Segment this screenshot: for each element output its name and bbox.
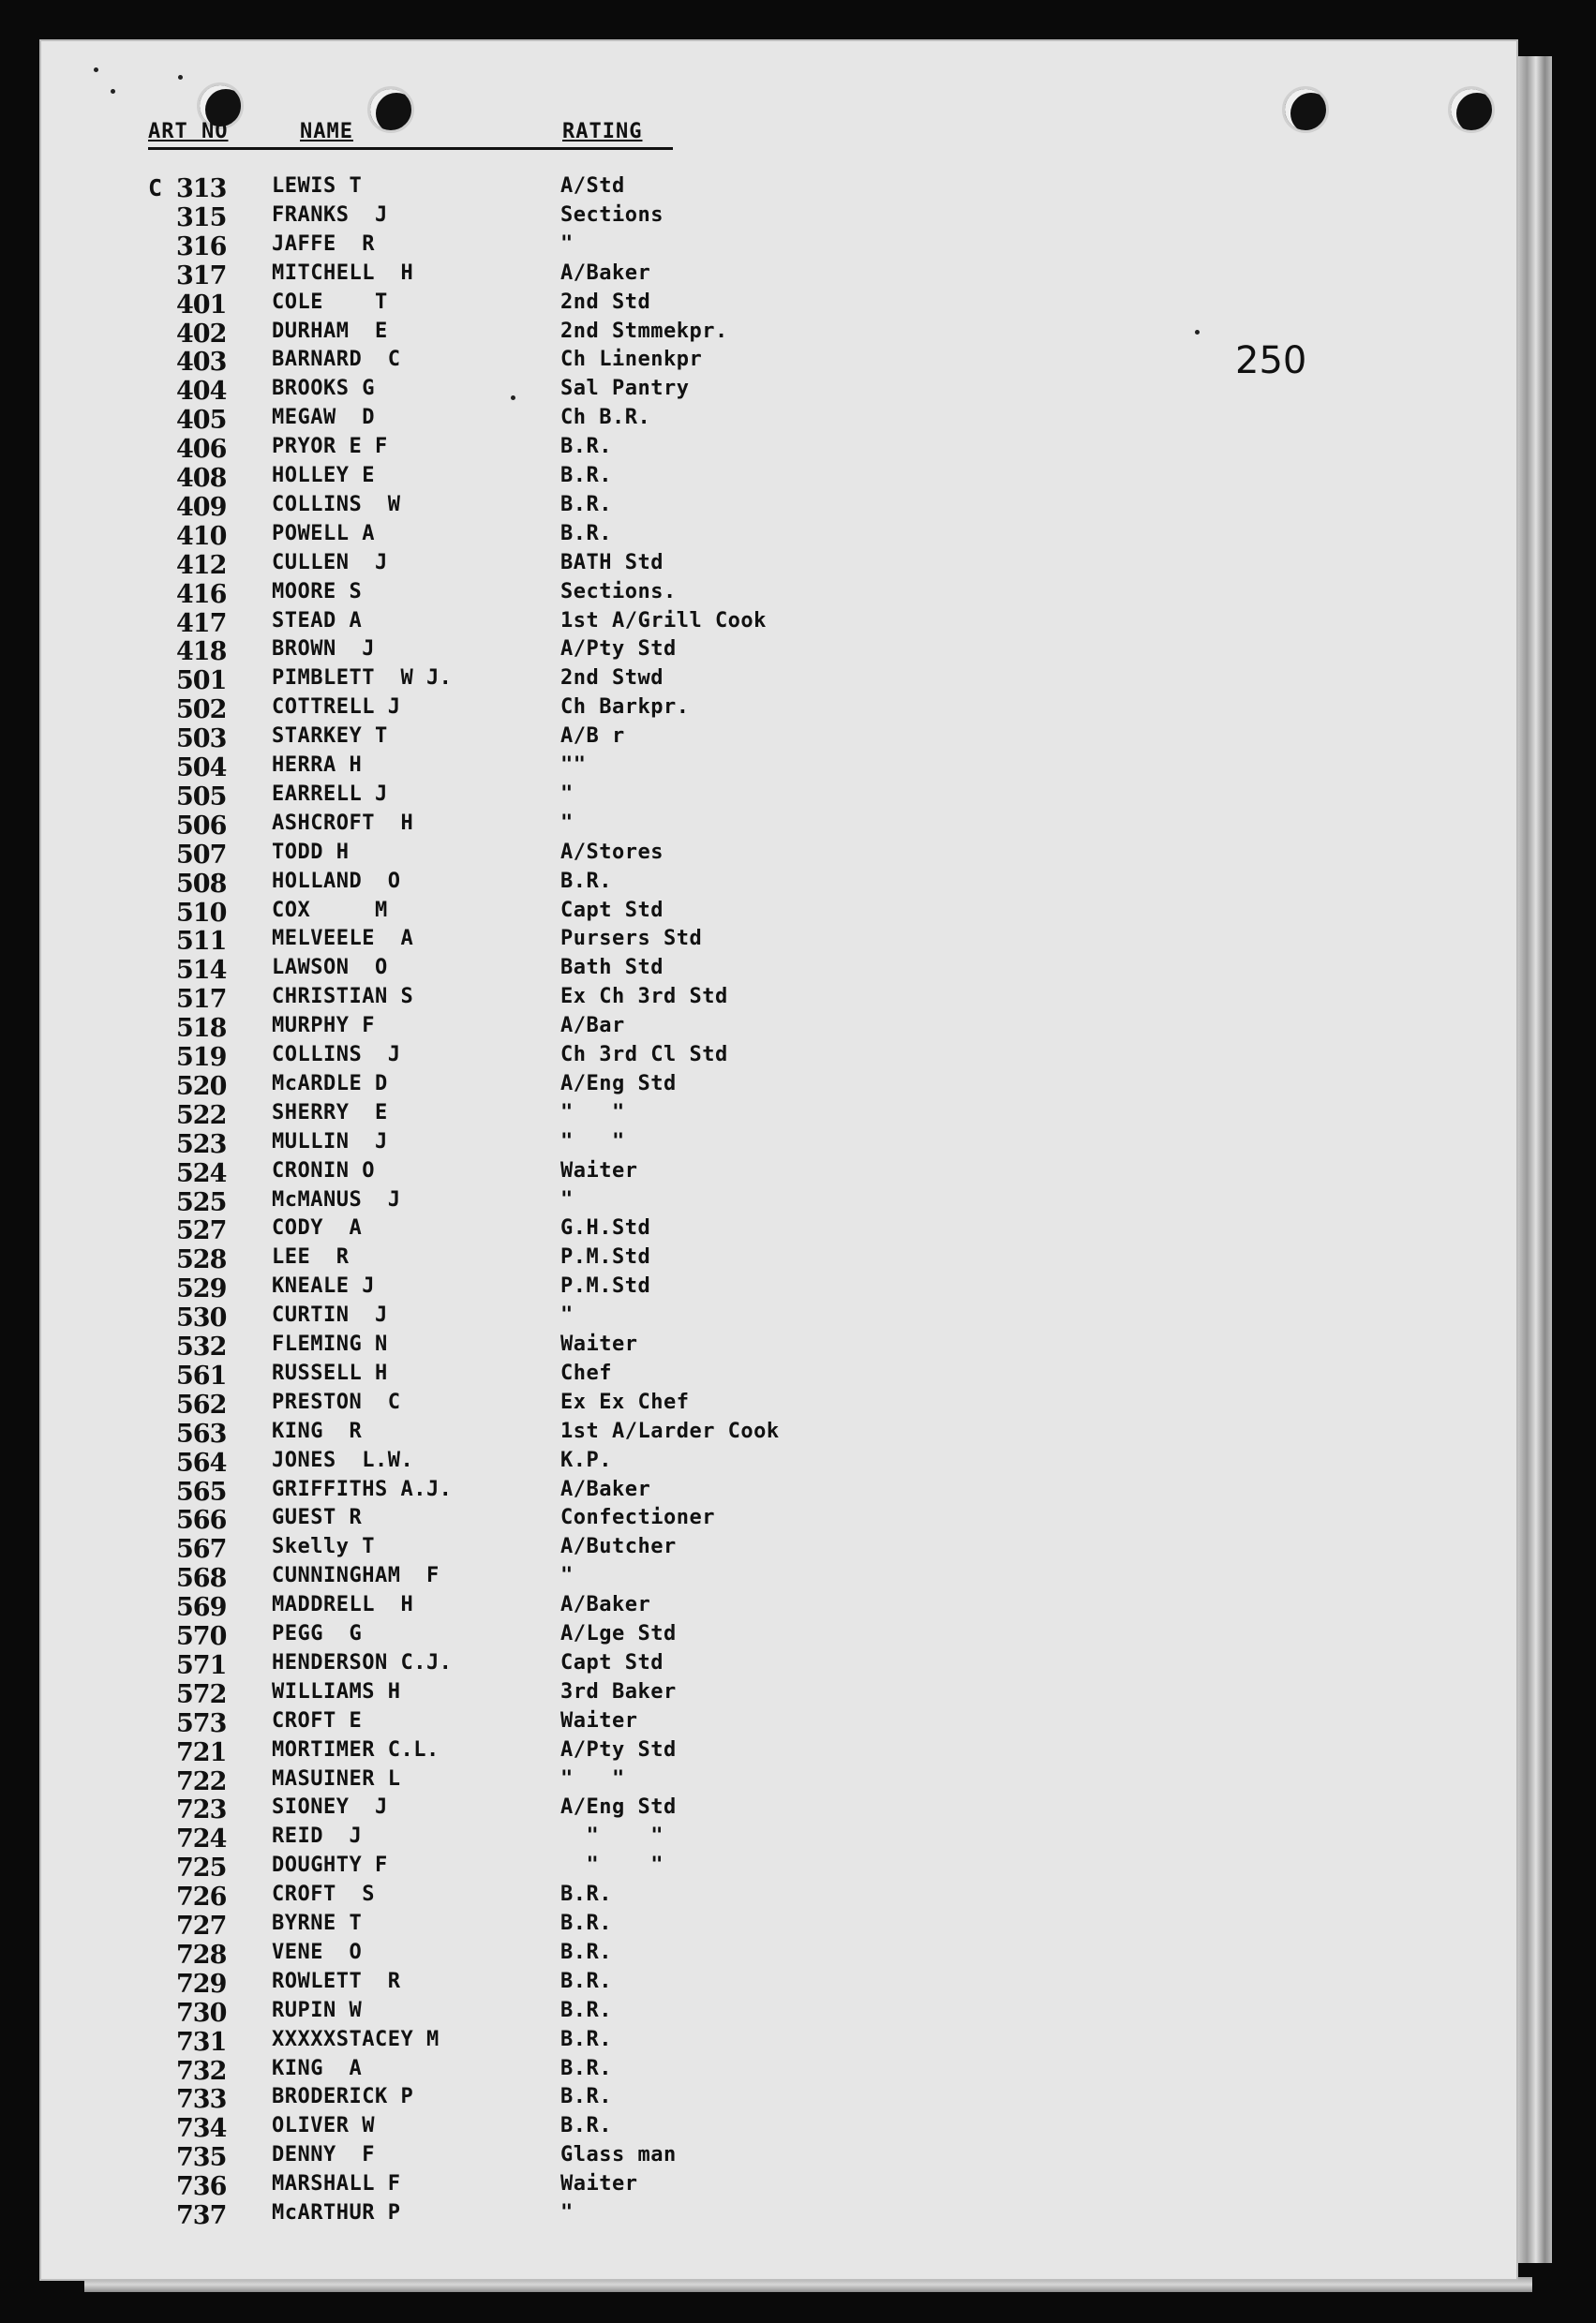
art-no: 570	[176, 1622, 227, 1651]
crew-row	[0, 232, 1125, 261]
crew-name: BROOKS G	[272, 377, 375, 401]
crew-name: COLLINS W	[272, 492, 401, 516]
crew-row	[0, 985, 1125, 1014]
crew-row	[0, 956, 1125, 985]
crew-name: COX M	[272, 898, 388, 922]
art-no: 723	[176, 1795, 227, 1825]
crew-rating: B.R.	[560, 2114, 612, 2138]
art-no: 524	[176, 1158, 227, 1188]
crew-rating: Sections.	[560, 579, 677, 603]
crew-name: REID J	[272, 1824, 363, 1849]
crew-rating: A/Stores	[560, 840, 664, 864]
crew-row	[0, 841, 1125, 870]
crew-name: MULLIN J	[272, 1129, 388, 1154]
crew-row	[0, 1245, 1125, 1274]
crew-row	[0, 1680, 1125, 1709]
crew-row	[0, 666, 1125, 695]
crew-row	[0, 1854, 1125, 1883]
header-art-no: ART NO	[148, 120, 229, 143]
art-no: 727	[176, 1912, 227, 1941]
crew-row	[0, 1824, 1125, 1854]
art-no: 405	[176, 406, 227, 436]
crew-name: PRESTON C	[272, 1390, 401, 1414]
crew-name: CURTIN J	[272, 1303, 388, 1328]
art-no: 571	[176, 1650, 227, 1680]
crew-row	[0, 2057, 1125, 2086]
crew-name: Skelly T	[272, 1535, 375, 1559]
crew-rating: Capt Std	[560, 898, 664, 922]
crew-rating: Pursers Std	[560, 927, 703, 951]
crew-rating: A/Eng Std	[560, 1795, 677, 1820]
art-no: 501	[176, 666, 227, 696]
crew-row	[0, 1274, 1125, 1303]
crew-name: STEAD A	[272, 608, 363, 633]
crew-row	[0, 1043, 1125, 1072]
crew-rating: B.R.	[560, 435, 612, 459]
crew-row	[0, 2114, 1125, 2143]
crew-row	[0, 1564, 1125, 1593]
art-no: 728	[176, 1940, 227, 1970]
art-no: 721	[176, 1737, 227, 1767]
crew-name: LEE R	[272, 1245, 350, 1270]
art-no: 511	[176, 927, 227, 957]
crew-row	[0, 1303, 1125, 1333]
crew-row	[0, 1912, 1125, 1941]
crew-row	[0, 203, 1125, 232]
crew-rating: 1st A/Larder Cook	[560, 1419, 780, 1443]
crew-name: LAWSON O	[272, 956, 388, 980]
crew-name: OLIVER W	[272, 2114, 375, 2138]
crew-rating: A/Baker	[560, 1477, 651, 1501]
crew-name: STARKEY T	[272, 724, 388, 749]
crew-rating: Capt Std	[560, 1650, 664, 1675]
crew-row	[0, 377, 1125, 406]
crew-row	[0, 1738, 1125, 1767]
art-no: 563	[176, 1419, 227, 1449]
crew-name: McMANUS J	[272, 1187, 401, 1212]
art-no: 561	[176, 1361, 227, 1391]
art-no: 406	[176, 435, 227, 465]
crew-rating: A/Baker	[560, 1593, 651, 1617]
crew-rating: B.R.	[560, 2085, 612, 2109]
crew-rating: Waiter	[560, 1333, 638, 1356]
crew-rating: 2nd Stmmekpr.	[560, 319, 728, 343]
crew-rating: "	[560, 782, 574, 806]
art-no: 733	[176, 2085, 227, 2115]
art-no: 313	[176, 174, 227, 203]
crew-rating: A/Eng Std	[560, 1071, 677, 1095]
crew-name: McARTHUR P	[272, 2201, 401, 2225]
crew-rating: "	[560, 811, 574, 835]
art-no: 732	[176, 2056, 227, 2086]
crew-row	[0, 493, 1125, 522]
crew-name: BRODERICK P	[272, 2085, 414, 2109]
section-prefix: C	[148, 174, 163, 201]
crew-rating: A/Lge Std	[560, 1622, 677, 1645]
crew-name: MELVEELE A	[272, 927, 414, 951]
art-no: 510	[176, 898, 227, 928]
punch-hole-left-2	[367, 86, 414, 133]
crew-rating: B.R.	[560, 1969, 612, 1993]
crew-row	[0, 1333, 1125, 1362]
crew-row	[0, 1767, 1125, 1796]
crew-row	[0, 1535, 1125, 1564]
crew-row	[0, 2143, 1125, 2172]
art-no: 317	[176, 261, 227, 290]
crew-row	[0, 1709, 1125, 1738]
art-no: 725	[176, 1854, 227, 1884]
crew-name: MARSHALL F	[272, 2172, 401, 2196]
crew-name: POWELL A	[272, 521, 375, 545]
art-no: 528	[176, 1245, 227, 1275]
crew-row	[0, 637, 1125, 666]
crew-row	[0, 435, 1125, 464]
art-no: 525	[176, 1187, 227, 1217]
crew-row	[0, 406, 1125, 435]
art-no: 522	[176, 1100, 227, 1130]
crew-row	[0, 174, 1125, 203]
crew-row	[0, 1651, 1125, 1680]
art-no: 523	[176, 1129, 227, 1159]
crew-name: PEGG G	[272, 1622, 363, 1645]
crew-name: MORTIMER C.L.	[272, 1737, 440, 1762]
crew-row	[0, 1795, 1125, 1824]
art-no: 410	[176, 521, 227, 551]
crew-name: XXXXXSTACEY M	[272, 2027, 440, 2051]
art-no: 518	[176, 1014, 227, 1044]
crew-name: CULLEN J	[272, 550, 388, 574]
art-no: 567	[176, 1535, 227, 1565]
crew-rating: B.R.	[560, 492, 612, 516]
punch-hole-right-1	[1282, 86, 1329, 133]
art-no: 315	[176, 202, 227, 232]
art-no: 735	[176, 2143, 227, 2173]
crew-row	[0, 1478, 1125, 1507]
art-no: 507	[176, 840, 227, 870]
crew-name: BYRNE T	[272, 1912, 363, 1935]
art-no: 532	[176, 1333, 227, 1362]
crew-rating: K.P.	[560, 1448, 612, 1472]
crew-rating: Ex Ex Chef	[560, 1390, 690, 1414]
crew-rating: Waiter	[560, 2172, 638, 2196]
crew-rating: A/Pty Std	[560, 637, 677, 662]
art-no: 504	[176, 753, 227, 782]
crew-name: TODD H	[272, 840, 350, 864]
header-underline	[148, 147, 673, 150]
crew-name: EARRELL J	[272, 782, 388, 806]
art-no: 409	[176, 492, 227, 522]
art-no: 566	[176, 1506, 227, 1536]
crew-rating: Ch Linenkpr	[560, 348, 703, 372]
art-no: 572	[176, 1679, 227, 1709]
crew-name: McARDLE D	[272, 1071, 388, 1095]
art-no: 562	[176, 1390, 227, 1420]
art-no: 737	[176, 2201, 227, 2230]
crew-row	[0, 899, 1125, 928]
crew-name: KING A	[272, 2056, 363, 2080]
crew-rating: Bath Std	[560, 956, 664, 980]
crew-name: KNEALE J	[272, 1274, 375, 1299]
crew-name: CODY A	[272, 1216, 363, 1241]
art-no: 505	[176, 782, 227, 812]
crew-row	[0, 1883, 1125, 1912]
crew-name: COLE T	[272, 290, 388, 314]
crew-rating: P.M.Std	[560, 1274, 651, 1299]
crew-row	[0, 782, 1125, 812]
crew-row	[0, 695, 1125, 724]
crew-rating: "	[560, 1564, 574, 1588]
art-no: 734	[176, 2114, 227, 2144]
crew-name: BROWN J	[272, 637, 375, 662]
crew-name: JAFFE R	[272, 231, 375, 256]
crew-row	[0, 1999, 1125, 2028]
crew-rating: B.R.	[560, 1940, 612, 1964]
punch-hole-right-2	[1448, 86, 1495, 133]
crew-row	[0, 1593, 1125, 1622]
crew-rating: B.R.	[560, 1912, 612, 1935]
crew-name: DOUGHTY F	[272, 1854, 388, 1878]
art-no: 412	[176, 550, 227, 580]
art-no: 573	[176, 1708, 227, 1738]
crew-row	[0, 1622, 1125, 1651]
crew-rating: Glass man	[560, 2143, 677, 2167]
art-no: 519	[176, 1043, 227, 1072]
crew-name: VENE O	[272, 1940, 363, 1964]
crew-row	[0, 2028, 1125, 2057]
crew-rating: A/Bar	[560, 1014, 625, 1038]
crew-rating: "	[560, 2201, 574, 2225]
art-no: 502	[176, 695, 227, 725]
crew-name: FLEMING N	[272, 1333, 388, 1356]
crew-rating: " "	[560, 1100, 625, 1124]
crew-row	[0, 870, 1125, 899]
crew-name: GRIFFITHS A.J.	[272, 1477, 453, 1501]
crew-row	[0, 1506, 1125, 1535]
art-no: 316	[176, 231, 227, 261]
crew-name: FRANKS J	[272, 202, 388, 227]
crew-name: WILLIAMS H	[272, 1679, 401, 1704]
crew-name: RUPIN W	[272, 1998, 363, 2022]
page-stack-edge	[1516, 56, 1552, 2263]
crew-row	[0, 261, 1125, 290]
art-no: 408	[176, 464, 227, 493]
crew-row	[0, 1014, 1125, 1043]
art-no: 401	[176, 290, 227, 320]
crew-rating: B.R.	[560, 1998, 612, 2022]
art-no: 726	[176, 1883, 227, 1913]
crew-rating: Sections	[560, 202, 664, 227]
crew-row	[0, 927, 1125, 956]
crew-rating: 2nd Std	[560, 290, 651, 314]
art-no: 564	[176, 1448, 227, 1478]
crew-rating: Ch 3rd Cl Std	[560, 1043, 728, 1066]
art-no: 506	[176, 811, 227, 841]
crew-row	[0, 522, 1125, 551]
art-no: 729	[176, 1969, 227, 1999]
crew-rating: B.R.	[560, 521, 612, 545]
art-no: 722	[176, 1766, 227, 1796]
crew-name: SHERRY E	[272, 1100, 388, 1124]
crew-name: MURPHY F	[272, 1014, 375, 1038]
crew-rating: Chef	[560, 1361, 612, 1385]
crew-row	[0, 1362, 1125, 1391]
crew-row	[0, 1159, 1125, 1188]
crew-rating: 1st A/Grill Cook	[560, 608, 767, 633]
speck	[94, 67, 98, 72]
crew-name: COTTRELL J	[272, 695, 401, 720]
crew-rating: B.R.	[560, 869, 612, 893]
page-number: 250	[1235, 339, 1307, 382]
crew-row	[0, 290, 1125, 320]
art-no: 417	[176, 608, 227, 638]
crew-name: CROFT S	[272, 1883, 375, 1907]
crew-rating: " "	[560, 1854, 664, 1878]
crew-row	[0, 1941, 1125, 1970]
crew-rating: B.R.	[560, 464, 612, 487]
speck	[1195, 330, 1200, 335]
crew-row	[0, 2172, 1125, 2201]
crew-name: CROFT E	[272, 1708, 363, 1733]
crew-name: MEGAW D	[272, 406, 375, 430]
crew-rating: Waiter	[560, 1158, 638, 1183]
crew-rating: Ch Barkpr.	[560, 695, 690, 720]
art-no: 529	[176, 1274, 227, 1304]
art-no: 402	[176, 319, 227, 349]
crew-rating: Confectioner	[560, 1506, 715, 1530]
crew-row	[0, 724, 1125, 753]
crew-name: JONES L.W.	[272, 1448, 414, 1472]
art-no: 530	[176, 1303, 227, 1333]
crew-rating: B.R.	[560, 1883, 612, 1907]
crew-row	[0, 2085, 1125, 2114]
crew-row	[0, 348, 1125, 377]
crew-name: HOLLAND O	[272, 869, 401, 893]
crew-name: HENDERSON C.J.	[272, 1650, 453, 1675]
crew-row	[0, 1101, 1125, 1130]
crew-rating: " "	[560, 1766, 625, 1791]
crew-name: CUNNINGHAM F	[272, 1564, 440, 1588]
crew-rating: Sal Pantry	[560, 377, 690, 401]
art-no: 503	[176, 724, 227, 754]
crew-row	[0, 1072, 1125, 1101]
crew-rating: 3rd Baker	[560, 1679, 677, 1704]
header-rating: RATING	[562, 120, 643, 143]
crew-rating: ""	[560, 753, 587, 777]
header-name: NAME	[300, 120, 353, 143]
art-no: 527	[176, 1216, 227, 1246]
crew-rating: A/B r	[560, 724, 625, 749]
crew-row	[0, 1970, 1125, 1999]
crew-name: MOORE S	[272, 579, 363, 603]
crew-row	[0, 551, 1125, 580]
crew-row	[0, 1130, 1125, 1159]
art-no: 517	[176, 985, 227, 1015]
crew-name: ASHCROFT H	[272, 811, 414, 835]
art-no: 514	[176, 956, 227, 986]
crew-rating: A/Pty Std	[560, 1737, 677, 1762]
crew-row	[0, 1420, 1125, 1449]
crew-rating: " "	[560, 1129, 625, 1154]
crew-rating: B.R.	[560, 2056, 612, 2080]
crew-rating: P.M.Std	[560, 1245, 651, 1270]
crew-rating: A/Baker	[560, 261, 651, 285]
art-no: 569	[176, 1593, 227, 1623]
crew-row	[0, 812, 1125, 841]
crew-rating: G.H.Std	[560, 1216, 651, 1241]
crew-name: PIMBLETT W J.	[272, 666, 453, 691]
crew-row	[0, 1216, 1125, 1245]
crew-name: MITCHELL H	[272, 261, 414, 285]
crew-row	[0, 753, 1125, 782]
crew-name: MADDRELL H	[272, 1593, 414, 1617]
crew-rating: "	[560, 231, 574, 256]
speck	[111, 89, 115, 94]
crew-rating: BATH Std	[560, 550, 664, 574]
art-no: 731	[176, 2027, 227, 2057]
crew-name: HOLLEY E	[272, 464, 375, 487]
crew-row	[0, 1391, 1125, 1420]
crew-row	[0, 464, 1125, 493]
crew-row	[0, 320, 1125, 349]
crew-name: RUSSELL H	[272, 1361, 388, 1385]
crew-name: DURHAM E	[272, 319, 388, 343]
crew-name: LEWIS T	[272, 174, 363, 198]
crew-name: HERRA H	[272, 753, 363, 777]
crew-rating: Ch B.R.	[560, 406, 651, 430]
art-no: 403	[176, 348, 227, 378]
art-no: 730	[176, 1998, 227, 2028]
art-no: 568	[176, 1564, 227, 1594]
art-no: 724	[176, 1824, 227, 1854]
crew-name: CRONIN O	[272, 1158, 375, 1183]
crew-rating: "	[560, 1303, 574, 1328]
crew-rating: A/Butcher	[560, 1535, 677, 1559]
crew-name: ROWLETT R	[272, 1969, 401, 1993]
art-no: 520	[176, 1071, 227, 1101]
art-no: 565	[176, 1477, 227, 1507]
crew-name: DENNY F	[272, 2143, 375, 2167]
art-no: 418	[176, 637, 227, 667]
art-no: 508	[176, 869, 227, 899]
crew-rating: Ex Ch 3rd Std	[560, 985, 728, 1009]
crew-rating: B.R.	[560, 2027, 612, 2051]
crew-name: CHRISTIAN S	[272, 985, 414, 1009]
crew-name: COLLINS J	[272, 1043, 401, 1066]
crew-row	[0, 1449, 1125, 1478]
crew-name: GUEST R	[272, 1506, 363, 1530]
crew-name: PRYOR E F	[272, 435, 388, 459]
crew-row	[0, 609, 1125, 638]
crew-rating: "	[560, 1187, 574, 1212]
crew-row	[0, 2201, 1125, 2230]
crew-rating: Waiter	[560, 1708, 638, 1733]
art-no: 416	[176, 579, 227, 609]
crew-row	[0, 1188, 1125, 1217]
art-no: 404	[176, 377, 227, 407]
crew-rating: A/Std	[560, 174, 625, 198]
crew-rating: 2nd Stwd	[560, 666, 664, 691]
crew-name: SIONEY J	[272, 1795, 388, 1820]
crew-row	[0, 580, 1125, 609]
crew-name: KING R	[272, 1419, 363, 1443]
crew-rating: " "	[560, 1824, 664, 1849]
speck	[178, 75, 183, 80]
crew-name: BARNARD C	[272, 348, 401, 372]
art-no: 736	[176, 2172, 227, 2202]
crew-name: MASUINER L	[272, 1766, 401, 1791]
